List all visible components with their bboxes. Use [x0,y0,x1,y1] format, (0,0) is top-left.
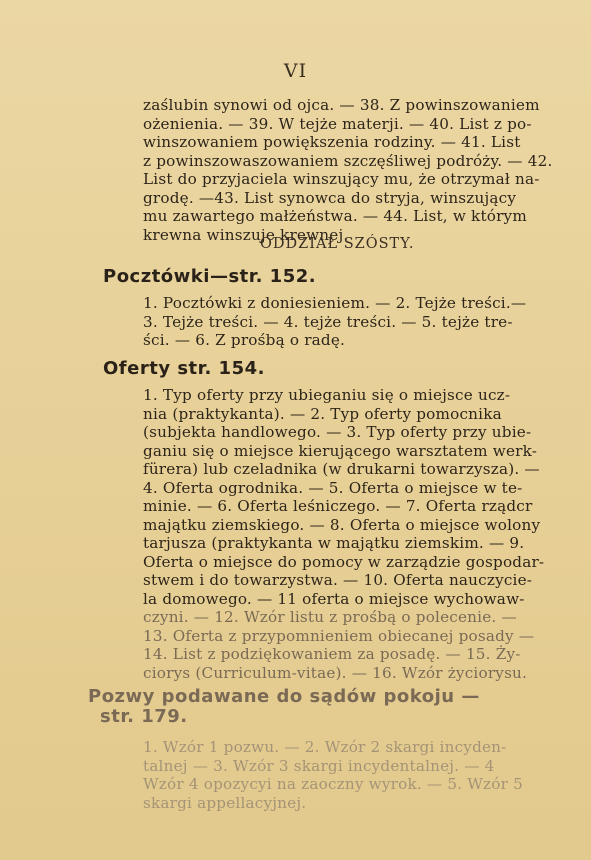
text-line: stwem i do towarzystwa. — 10. Oferta nauczycie- [143,571,533,589]
text-line: Wzór 4 opozycyi na zaoczny wyrok. — 5. Wzór 5 [143,775,523,793]
text-line: (subjekta handlowego. — 3. Typ oferty przy ubie- [143,423,532,441]
text-line: 1. Pocztówki z doniesieniem. — 2. Tejże treści.— [143,294,527,312]
text-line: 14. List z podziękowaniem za posadę. — 15. Ży- [143,645,521,663]
pocztowki-paragraph [143,294,585,350]
text-line: 1. Wzór 1 pozwu. — 2. Wzór 2 skargi incyden- [143,738,507,756]
text-line: 4. Oferta ogrodnika. — 5. Oferta o miejsce w te- [143,478,523,497]
text-line: tarjusza (praktykanta w majątku ziemskim. — 9. [143,534,525,552]
text-line: winszowaniem powiększenia rodziny. — 41. List [143,133,521,151]
heading-pozwy: Pozwy podawane do sądów pokoju — [88,686,480,707]
text-line: Oferta o miejsce do pomocy w zarządzie gospodar- [143,552,545,571]
text-line: mu zawartego małżeństwa. — 44. List, w którym [143,207,527,225]
text-line: ści. — 6. Z prośbą o radę. [143,331,346,349]
text-line: la domowego. — 11 oferta o miejsce wychowaw- [143,589,525,608]
text-line: zaślubin synowi od ojca. — 38. Z powinszowaniem [143,96,540,114]
page-number: VI [283,60,308,82]
text-line: ciorys (Curriculum-vitae). — 16. Wzór życiorysu. [143,663,528,682]
heading-oferty: Oferty str. 154. [103,358,265,379]
text-line: nia (praktykanta). — 2. Typ oferty pomocnika [143,404,502,423]
oferty-paragraph [143,386,585,682]
heading-pozwy-page: str. 179. [100,706,188,727]
text-line: czyni. — 12. Wzór listu z prośbą o polecenie. — [143,608,517,626]
text-line: 13. Oferta z przypomnieniem obiecanej posady — [143,626,535,645]
text-line: ganiu się o miejsce kierującego warsztatem werk- [143,441,538,460]
text-line: grodę. —43. List synowca do stryja, winszujący [143,188,517,207]
intro-paragraph [143,96,585,244]
section-title: ODDZIAŁ SZÓSTY. [260,236,415,252]
text-line: skargi appellacyjnej. [143,793,307,812]
text-line: talnej — 3. Wzór 3 skargi incydentalnej. — 4 [143,756,495,775]
text-line: 1. Typ oferty przy ubieganiu się o miejsce ucz- [143,386,511,404]
heading-pocztowki: Pocztówki—str. 152. [103,266,317,287]
text-line: minie. — 6. Oferta leśniczego. — 7. Oferta rządcr [143,497,533,515]
text-line: fürera) lub czeladnika (w drukarni towarzysza). — [143,460,540,478]
pozwy-paragraph [143,738,585,812]
text-line: majątku ziemskiego. — 8. Oferta o miejsce wolony [143,515,541,534]
text-line: List do przyjaciela winszujący mu, że otrzymał na- [143,170,540,188]
text-line: krewna winszuje krewnej. [143,225,349,244]
text-line: ożenienia. — 39. W tejże materji. — 40. List z po- [143,114,532,133]
text-line: 3. Tejże treści. — 4. tejże treści. — 5. tejże tre- [143,312,513,331]
text-line: z powinszowaszowaniem szczęśliwej podróży. — 42. [143,151,553,170]
